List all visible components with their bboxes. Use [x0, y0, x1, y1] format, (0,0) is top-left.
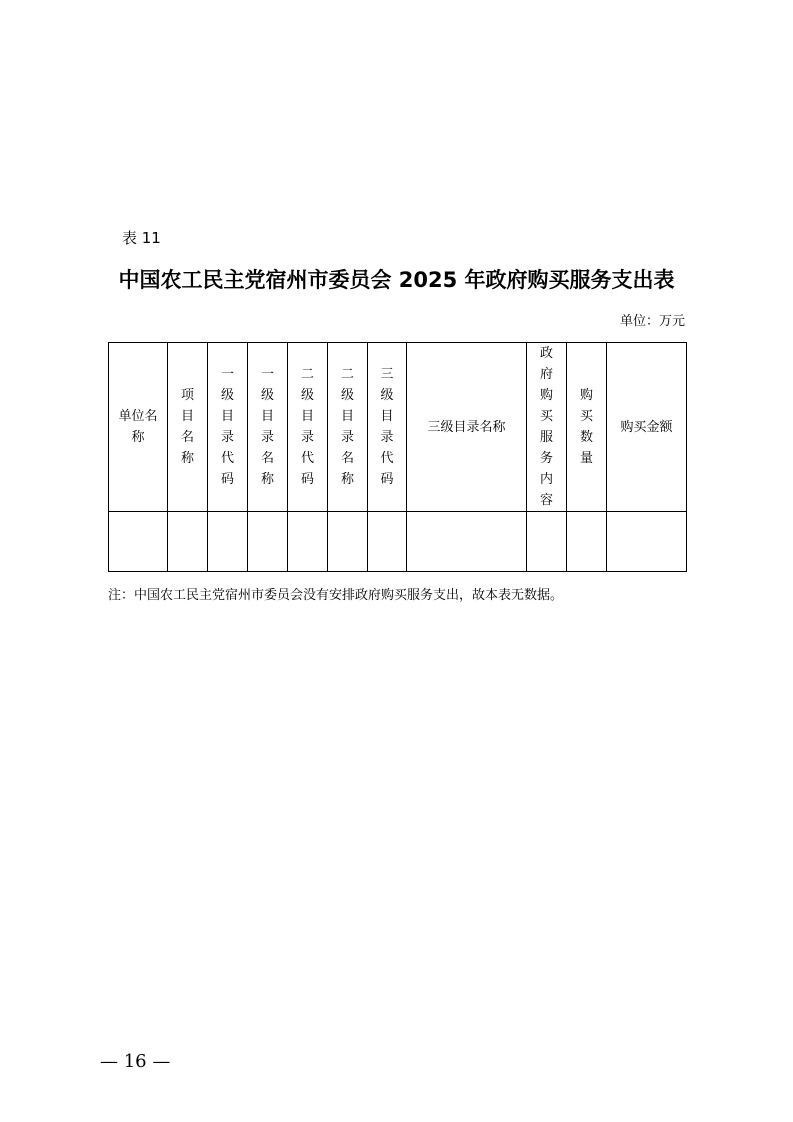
- column-header-label: 项目名称: [180, 388, 194, 466]
- table-cell: [288, 512, 328, 572]
- document-title: 中国农工民主党宿州市委员会 2025 年政府购买服务支出表: [118, 268, 675, 292]
- table-cell: [248, 512, 288, 572]
- page-number: — 16 —: [100, 1051, 171, 1072]
- table-row: [109, 512, 687, 572]
- column-header-level2-name: [328, 343, 368, 512]
- column-header-label: 单位名称: [118, 409, 158, 445]
- table-cell: [328, 512, 368, 572]
- column-header-quantity: [567, 343, 607, 512]
- table-cell: [109, 512, 168, 572]
- table-header-row: [109, 343, 687, 512]
- column-header-label: 二级目录名称: [340, 367, 354, 487]
- table-label: 表 11: [122, 229, 161, 247]
- column-header-label: 三级目录代码: [380, 367, 394, 487]
- column-header-level3-code: [368, 343, 407, 512]
- footnote: 注：中国农工民主党宿州市委员会没有安排政府购买服务支出，故本表无数据。: [108, 588, 564, 603]
- column-header-label: 一级目录代码: [220, 367, 234, 487]
- column-header-level3-name: [407, 343, 527, 512]
- unit-note: 单位：万元: [619, 314, 685, 329]
- column-header-label: 二级目录代码: [300, 367, 314, 487]
- column-header-level1-code: [208, 343, 248, 512]
- column-header-label: 一级目录名称: [260, 367, 274, 487]
- table-cell: [208, 512, 248, 572]
- table-cell: [567, 512, 607, 572]
- table-cell: [607, 512, 687, 572]
- purchase-services-table: [108, 342, 687, 572]
- column-header-label: 购买金额: [620, 419, 673, 435]
- column-header-label: 购买数量: [579, 388, 593, 466]
- column-header-label: 政府购买服务内容: [539, 346, 553, 508]
- column-header-unit-name: [109, 343, 168, 512]
- column-header-project-name: [168, 343, 208, 512]
- column-header-level1-name: [248, 343, 288, 512]
- column-header-service-content: [527, 343, 567, 512]
- column-header-label: 三级目录名称: [427, 419, 506, 435]
- table-cell: [527, 512, 567, 572]
- table-cell: [407, 512, 527, 572]
- column-header-amount: [607, 343, 687, 512]
- table-cell: [168, 512, 208, 572]
- column-header-level2-code: [288, 343, 328, 512]
- table-cell: [368, 512, 407, 572]
